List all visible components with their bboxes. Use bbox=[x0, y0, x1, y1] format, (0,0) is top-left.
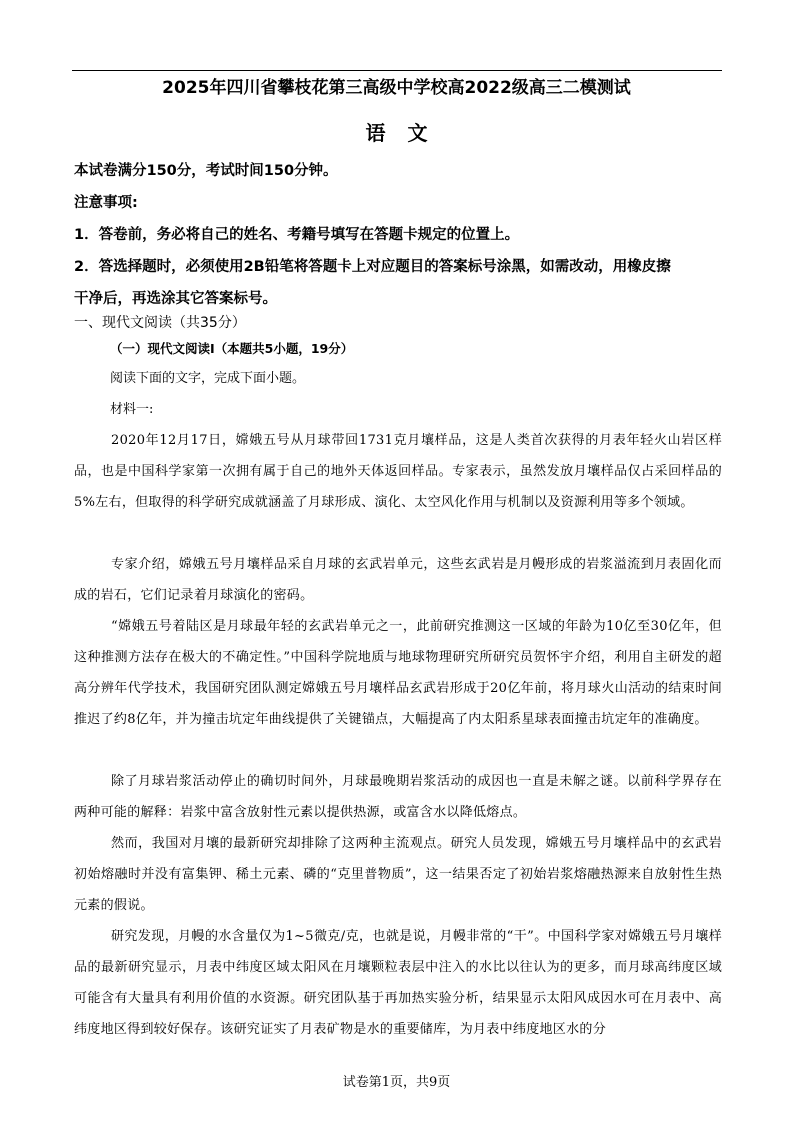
paragraph-6: 研究发现，月幔的水含量仅为1~5微克/克，也就是说，月幔非常的“干”。中国科学家对嫦娥五号月壤样品的最新研究显示，月表中纬度区域太阳风在月壤颗粒表层中注入的水比以往认为的更多，而月球高纬度区域可能含有大量具有利用价值的水资源。研究团队基于再加热实验分析，结果显示太阳风成因水可在月表中、高纬度地区得到较好保存。该研究证实了月表矿物是水的重要储库，为月表中纬度地区水的分 bbox=[74, 929, 722, 1037]
header-rule bbox=[72, 70, 722, 71]
note-2-line-1: 2．答选择题时，必须使用2B铅笔将答题卡上对应题目的答案标号涂黑，如需改动，用橡皮擦 bbox=[74, 259, 671, 275]
note-1: 1．答卷前，务必将自己的姓名、考籍号填写在答题卡规定的位置上。 bbox=[74, 227, 520, 243]
section-title: 一、现代文阅读（共35分） bbox=[74, 315, 246, 331]
paragraph-5: 然而，我国对月壤的最新研究却排除了这两种主流观点。研究人员发现，嫦娥五号月壤样品中的玄武岩初始熔融时并没有富集钾、稀土元素、磷的“克里普物质”，这一结果否定了初始岩浆熔融热源来自放射性生热元素的假说。 bbox=[74, 836, 722, 913]
paragraph-3: “嫦娥五号着陆区是月球最年轻的玄武岩单元之一，此前研究推测这一区域的年龄为10亿至30亿年，但这种推测方法存在极大的不确定性。”中国科学院地质与地球物理研究所研究员贺怀宇介绍，利用自主研发的超高分辨年代学技术，我国研究团队测定嫦娥五号月壤样品玄武岩形成于20亿年前，将月球火山活动的结束时间推迟了约8亿年，并为撞击坑定年曲线提供了关键锚点，大幅提高了内太阳系星球表面撞击坑定年的准确度。 bbox=[74, 619, 722, 727]
subject-title: 语文 bbox=[365, 121, 450, 145]
material-label: 材料一: bbox=[110, 402, 154, 417]
note-2-line-2: 干净后，再选涂其它答案标号。 bbox=[74, 291, 277, 307]
subsection-title: （一）现代文阅读Ⅰ（本题共5小题，19分） bbox=[110, 341, 354, 356]
paragraph-1: 2020年12月17日，嫦娥五号从月球带回1731克月壤样品，这是人类首次获得的月表年轻火山岩区样品，也是中国科学家第一次拥有属于自己的地外天体返回样品。专家表示，虽然发放月壤样品仅占采回样品的5%左右，但取得的科学研究成就涵盖了月球形成、演化、太空风化作用与机制以及资源利用等多个领域。 bbox=[74, 433, 722, 510]
exam-title: 2025年四川省攀枝花第三高级中学校高2022级高三二模测试 bbox=[162, 78, 631, 98]
score-time-line: 本试卷满分150分，考试时间150分钟。 bbox=[74, 163, 338, 179]
paragraph-4: 除了月球岩浆活动停止的确切时间外，月球最晚期岩浆活动的成因也一直是未解之谜。以前科学界存在两种可能的解释：岩浆中富含放射性元素以提供热源，或富含水以降低熔点。 bbox=[74, 774, 722, 820]
paragraph-2: 专家介绍，嫦娥五号月壤样品采自月球的玄武岩单元，这些玄武岩是月幔形成的岩浆溢流到月表固化而成的岩石，它们记录着月球演化的密码。 bbox=[74, 557, 722, 603]
page-footer: 试卷第1页，共9页 bbox=[342, 1075, 451, 1090]
notes-heading: 注意事项: bbox=[74, 195, 138, 211]
reading-directions: 阅读下面的文字，完成下面小题。 bbox=[110, 371, 306, 386]
